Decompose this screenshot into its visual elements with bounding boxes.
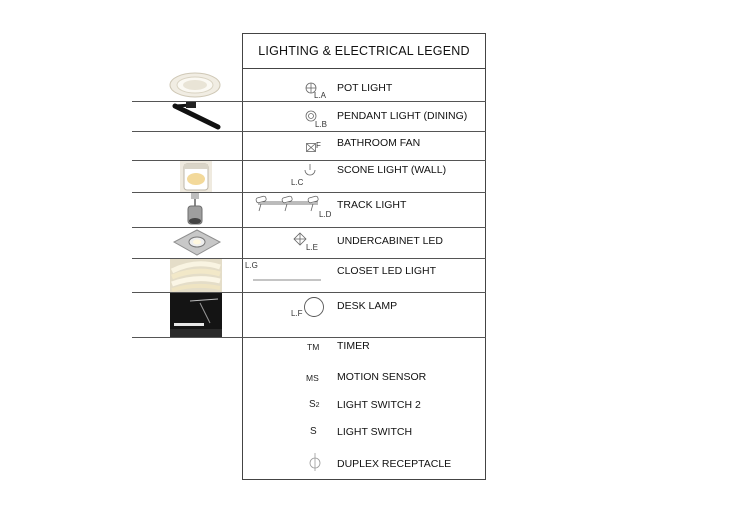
undercabinet-led-photo (172, 228, 222, 257)
closet-led-tag: L.G (245, 261, 258, 270)
track-light-tag: L.D (319, 210, 332, 219)
desk-lamp-tag: L.F (291, 309, 303, 318)
light-switch-2-symbol (309, 399, 320, 410)
pendant-light-photo (172, 102, 222, 130)
motion-sensor-label: MOTION SENSOR (337, 371, 427, 383)
sconce-light-label: SCONE LIGHT (WALL) (337, 164, 447, 176)
bathroom-fan-label: BATHROOM FAN (337, 137, 421, 149)
light-switch-2-letter: S (309, 399, 316, 410)
track-light-label: TRACK LIGHT (337, 199, 407, 211)
closet-led-symbol-icon (252, 269, 322, 287)
desk-lamp-photo (170, 293, 222, 337)
undercabinet-led-tag: L.E (306, 243, 319, 252)
light-switch-symbol: S (310, 426, 317, 437)
pendant-light-label: PENDANT LIGHT (DINING) (337, 110, 468, 122)
row-divider (132, 131, 486, 132)
row-divider (132, 337, 486, 338)
pot-light-photo (168, 70, 222, 100)
track-light-symbol-icon (254, 194, 322, 219)
legend-title: LIGHTING & ELECTRICAL LEGEND (242, 33, 486, 69)
sconce-light-symbol-icon (303, 163, 317, 181)
sconce-light-photo (180, 161, 212, 192)
pendant-light-tag: L.B (315, 120, 328, 129)
duplex-receptacle-label: DUPLEX RECEPTACLE (337, 458, 452, 470)
light-switch-2-label: LIGHT SWITCH 2 (337, 399, 421, 411)
light-switch-2-subscript: 2 (315, 402, 320, 409)
desk-lamp-symbol-icon (303, 296, 325, 323)
bathroom-fan-symbol-icon (306, 139, 316, 157)
sconce-light-tag: L.C (291, 178, 304, 187)
undercabinet-led-label: UNDERCABINET LED (337, 235, 443, 247)
undercabinet-led-symbol-icon (293, 232, 307, 251)
desk-lamp-label: DESK LAMP (337, 300, 398, 312)
timer-label: TIMER (337, 340, 370, 352)
duplex-receptacle-symbol-icon (309, 452, 321, 477)
light-switch-label: LIGHT SWITCH (337, 426, 413, 438)
closet-led-photo (170, 259, 222, 292)
pot-light-tag: L.A (314, 91, 327, 100)
closet-led-label: CLOSET LED LIGHT (337, 265, 437, 277)
track-light-photo (183, 193, 211, 226)
bathroom-fan-tag: F (316, 141, 321, 150)
pot-light-label: POT LIGHT (337, 82, 393, 94)
timer-symbol: TM (307, 342, 320, 352)
motion-sensor-symbol: MS (306, 373, 319, 383)
